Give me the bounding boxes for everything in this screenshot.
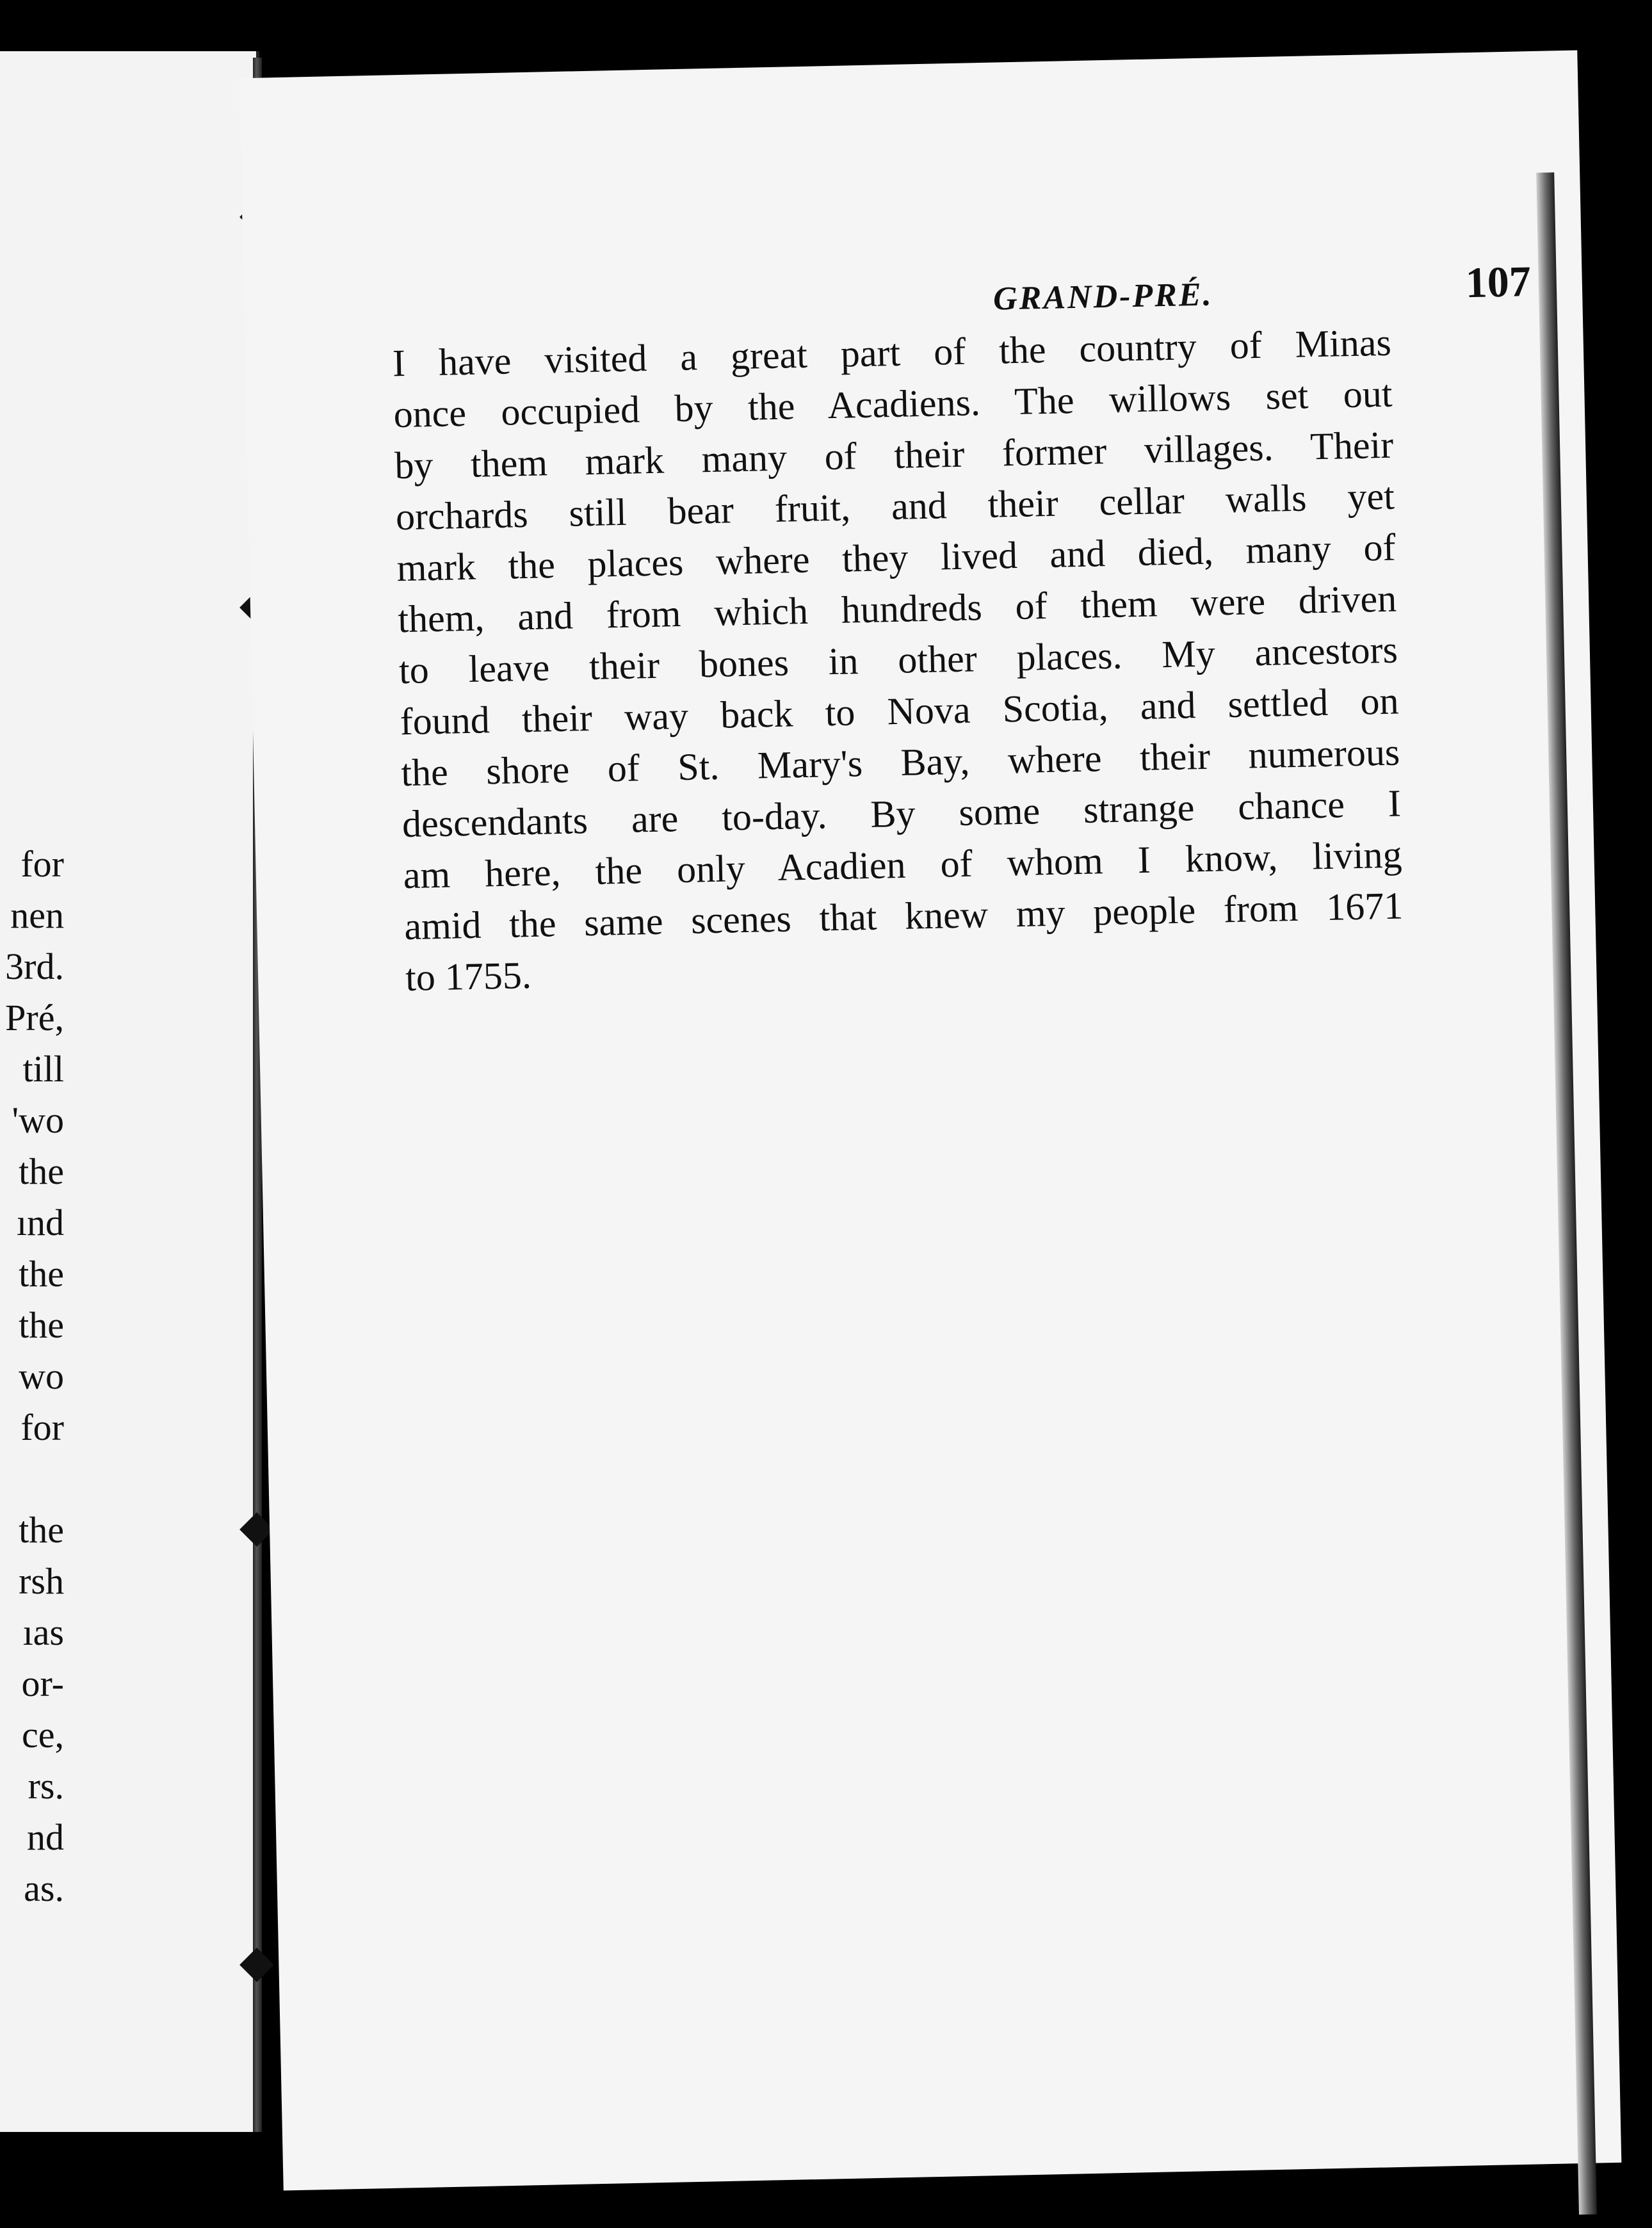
running-title: GRAND-PRÉ. xyxy=(992,276,1214,318)
text-line: by them mark many of their former villages. Their xyxy=(394,423,1394,487)
facing-page-text-fragments xyxy=(0,839,64,1914)
facing-line: ıas xyxy=(22,1611,64,1653)
facing-line: ınd xyxy=(16,1202,64,1243)
text-line: amid the same scenes that knew my people from 1671 xyxy=(403,884,1404,948)
facing-line: the xyxy=(19,1253,64,1295)
body-paragraph xyxy=(392,317,1404,1003)
facing-page-left xyxy=(0,51,259,2132)
text-line-last: to 1755. xyxy=(405,954,532,999)
text-line: once occupied by the Acadiens. The willows set out xyxy=(393,372,1393,436)
facing-line: the xyxy=(19,1304,64,1346)
facing-line-blank xyxy=(0,1453,64,1505)
facing-line: ce, xyxy=(22,1714,64,1756)
text-line: mark the places where they lived and died, many of xyxy=(396,526,1397,590)
facing-line: the xyxy=(19,1509,64,1551)
facing-line: till xyxy=(22,1048,64,1090)
facing-line: Pré, xyxy=(5,997,64,1038)
text-line: I have visited a great part of the country of Minas xyxy=(392,321,1392,385)
text-line: descendants are to-day. By some strange chance I xyxy=(401,782,1402,846)
facing-line: rs. xyxy=(28,1765,64,1807)
text-line: them, and from which hundreds of them were driven xyxy=(397,577,1397,641)
page-number: 107 xyxy=(1464,257,1532,307)
facing-line: nen xyxy=(10,894,64,936)
text-line: to leave their bones in other places. My ancestors xyxy=(398,628,1398,692)
facing-line: for xyxy=(20,843,64,885)
text-line: found their way back to Nova Scotia, and settled on xyxy=(400,679,1400,743)
running-header xyxy=(749,253,1652,318)
facing-line: nd xyxy=(27,1816,64,1858)
facing-line: 'wo xyxy=(12,1099,64,1141)
page-edge-shadow xyxy=(1536,172,1597,2215)
text-line: orchards still bear fruit, and their cellar walls yet xyxy=(395,474,1395,538)
facing-line: the xyxy=(19,1150,64,1192)
facing-line: rsh xyxy=(19,1560,64,1602)
facing-line: for xyxy=(20,1407,64,1448)
facing-line: 3rd. xyxy=(5,946,64,987)
text-line: the shore of St. Mary's Bay, where their numerous xyxy=(400,731,1400,795)
book-page-right xyxy=(239,50,1622,2190)
facing-line: as. xyxy=(24,1868,64,1909)
facing-line: or- xyxy=(21,1663,64,1704)
facing-line: wo xyxy=(19,1355,64,1397)
text-line: am here, the only Acadien of whom I know, living xyxy=(403,833,1403,897)
